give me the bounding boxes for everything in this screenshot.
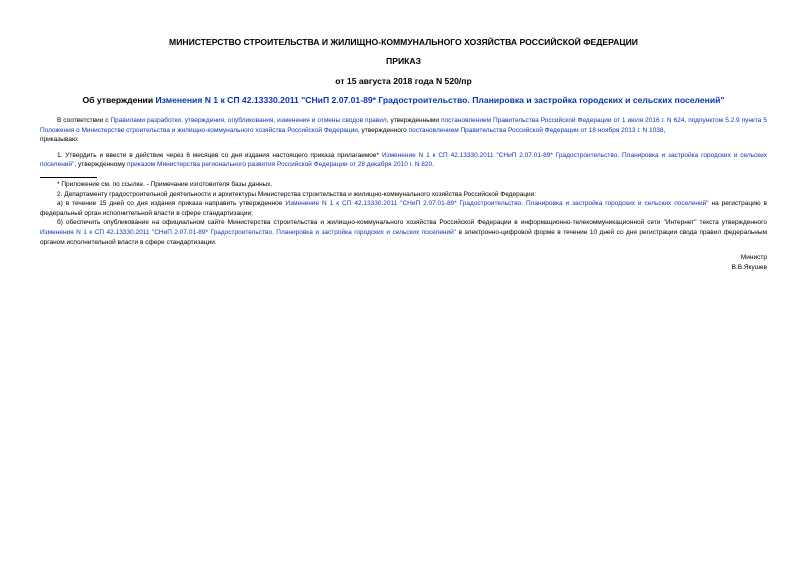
footnote: * Приложение см. по ссылке. - Примечание изготовителя базы данных. xyxy=(57,180,273,188)
preamble-text-5: , xyxy=(663,126,666,134)
item-2a-text-1: а) в течение 15 дней со дня издания приказа направить утвержденное xyxy=(57,200,286,208)
link-rules[interactable]: Правилами разработки, утверждения, опубликования, изменения и отмены сводов правил xyxy=(110,117,387,124)
footnote-separator xyxy=(40,177,97,178)
item-2b-text-2: в электронно-цифровой форме в течение 10 дней со дня регистрации свода правил федеральным органом исполнительной власти в сфере стандартизации. xyxy=(40,228,767,246)
document-body xyxy=(40,116,767,272)
link-regulation-5-2-9[interactable]: подпунктом 5.2.9 пункта 5 Положения о Министерстве строительства и жилищно-коммунального хозяйства Российской Федерации xyxy=(40,117,767,134)
preamble-text-1: В соответствии с xyxy=(57,117,111,124)
item-2a-paragraph xyxy=(40,199,767,218)
subject-prefix: Об утверждении xyxy=(82,95,156,105)
link-decree-624[interactable]: постановлением Правительства Российской Федерации от 1 июля 2016 г. N 624 xyxy=(440,117,685,124)
preamble-text-3: , xyxy=(684,117,689,124)
subject-link[interactable]: Изменения N 1 к СП 42.13330.2011 "СНиП 2.07.01-89* Градостроительство. Планировка и застройка городских и сельских поселений" xyxy=(155,95,725,105)
item-2b-text-1: б) обеспечить опубликование на официальном сайте Министерства строительства и жилищно-коммунального хозяйства Российской Федерации в информационно-телекоммуникационной сети "Интернет" текста утвержденного xyxy=(57,219,767,227)
order-date: от 15 августа 2018 года N 520/пр xyxy=(335,76,472,86)
preamble-paragraph xyxy=(40,116,767,135)
document-page xyxy=(40,0,767,571)
order-heading: ПРИКАЗ xyxy=(386,56,421,66)
item-2b-paragraph xyxy=(40,218,767,247)
item-1-paragraph xyxy=(40,151,767,170)
link-decree-1038[interactable]: постановлением Правительства Российской Федерации от 18 ноября 2013 г. N 1038 xyxy=(408,126,664,134)
item-2a-text-2: на регистрацию в федеральный орган исполнительной власти в сфере стандартизации; xyxy=(40,200,767,217)
item-1-text-2: , утвержденному xyxy=(74,161,127,169)
signature-position: Министр xyxy=(740,254,767,262)
link-order-820[interactable]: приказом Министерства регионального развития Российской Федерации от 28 декабря 2010 г. N 820 xyxy=(126,161,433,169)
item-1-text-1: 1. Утвердить и ввести в действие через 6 месяцев со дня издания настоящего приказа прилагаемое* xyxy=(57,151,382,159)
item-2-paragraph: 2. Департаменту градостроительной деятельности и архитектуры Министерства строительства и жилищно-коммунального хозяйства Российской Федерации: xyxy=(57,190,537,198)
item-1-text-3: . xyxy=(432,161,434,169)
link-change-1-2a[interactable]: Изменение N 1 к СП 42.13330.2011 "СНиП 2.07.01-89* Градостроительство. Планировка и застройка городских и сельских поселений" xyxy=(285,200,709,208)
preamble-text-2: , утвержденными xyxy=(386,117,441,124)
ministry-heading: МИНИСТЕРСТВО СТРОИТЕЛЬСТВА И ЖИЛИЩНО-КОММУНАЛЬНОГО ХОЗЯЙСТВА РОССИЙСКОЙ ФЕДЕРАЦИИ xyxy=(169,37,638,47)
signature-name: В.В.Якушев xyxy=(731,263,767,271)
link-change-1[interactable]: Изменение N 1 к СП 42.13330.2011 "СНиП 2.07.01-89* Градостроительство. Планировка и застройка городских и сельских поселений" xyxy=(40,151,767,169)
order-word: приказываю: xyxy=(40,136,79,144)
preamble-text-4: , утвержденного xyxy=(357,126,409,134)
order-subject xyxy=(40,95,767,105)
link-change-1-2b[interactable]: Изменения N 1 к СП 42.13330.2011 "СНиП 2.07.01-89* Градостроительство. Планировка и застройка городских и сельских поселений" xyxy=(40,228,457,236)
